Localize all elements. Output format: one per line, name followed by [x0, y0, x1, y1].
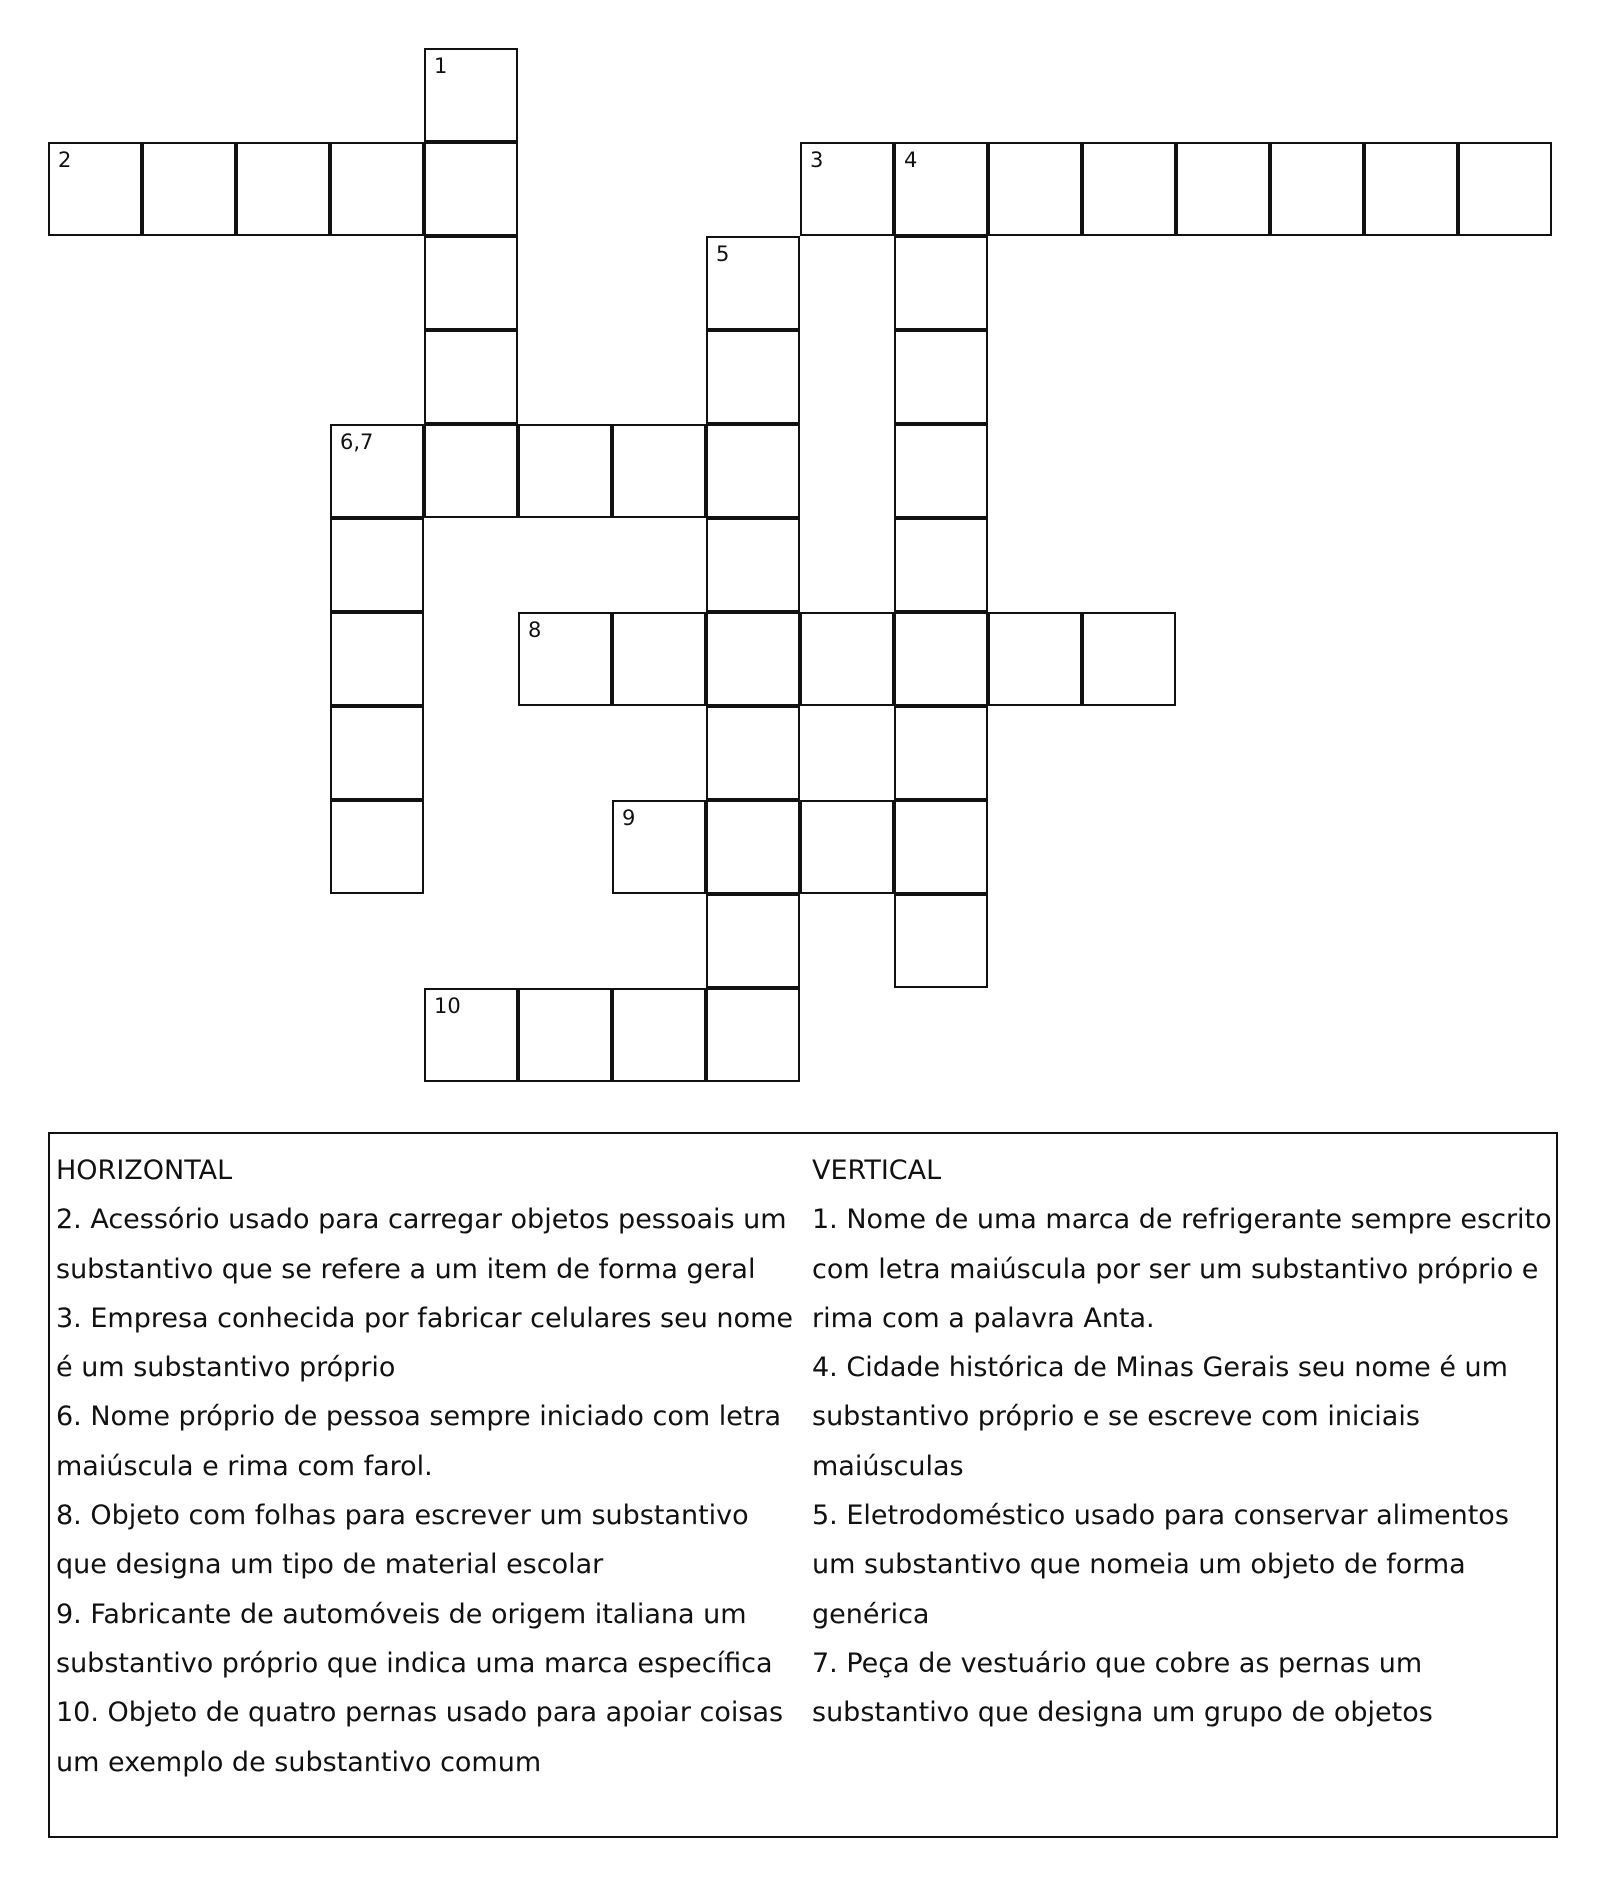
clue-number: 9 — [622, 806, 636, 830]
crossword-cell[interactable] — [612, 424, 706, 518]
crossword-cell[interactable] — [1082, 612, 1176, 706]
crossword-cell[interactable] — [518, 612, 612, 706]
crossword-cell[interactable] — [424, 142, 518, 236]
clue-line: substantivo que se refere a um item de forma geral — [56, 1253, 756, 1285]
crossword-cell[interactable] — [894, 236, 988, 330]
clues-box — [48, 1132, 1558, 1838]
clue-line: um substantivo que nomeia um objeto de forma — [812, 1549, 1466, 1581]
clue-line: maiúsculas — [812, 1450, 964, 1482]
clue-line: 3. Empresa conhecida por fabricar celulares seu nome — [56, 1302, 793, 1334]
crossword-cell[interactable] — [1364, 142, 1458, 236]
clue-line: que designa um tipo de material escolar — [56, 1549, 604, 1581]
clue-line: rima com a palavra Anta. — [812, 1302, 1155, 1334]
vertical-title: VERTICAL — [812, 1155, 942, 1186]
crossword-cell[interactable] — [330, 142, 424, 236]
crossword-cell[interactable] — [988, 612, 1082, 706]
crossword-cell[interactable] — [330, 800, 424, 894]
crossword-cell[interactable] — [706, 894, 800, 988]
crossword-cell[interactable] — [706, 612, 800, 706]
crossword-cell[interactable] — [800, 612, 894, 706]
vertical-clues — [812, 1146, 1552, 1738]
clue-line: genérica — [812, 1598, 930, 1630]
clue-line: 8. Objeto com folhas para escrever um substantivo — [56, 1500, 749, 1532]
crossword-cell[interactable] — [706, 424, 800, 518]
clue-number: 8 — [528, 618, 542, 642]
crossword-cell[interactable] — [800, 800, 894, 894]
clue-line: 2. Acessório usado para carregar objetos pessoais um — [56, 1204, 787, 1236]
crossword-cell[interactable] — [894, 424, 988, 518]
crossword-cell[interactable] — [424, 48, 518, 142]
clue-number: 3 — [810, 148, 824, 172]
clue-line: 1. Nome de uma marca de refrigerante sempre escrito — [812, 1204, 1552, 1236]
crossword-cell[interactable] — [518, 988, 612, 1082]
clue-line: 5. Eletrodoméstico usado para conservar alimentos — [812, 1500, 1509, 1532]
crossword-cell[interactable] — [612, 612, 706, 706]
crossword-cell[interactable] — [424, 236, 518, 330]
crossword-cell[interactable] — [142, 142, 236, 236]
crossword-cell[interactable] — [1458, 142, 1552, 236]
crossword-cell[interactable] — [518, 424, 612, 518]
clue-line: 6. Nome próprio de pessoa sempre iniciado com letra — [56, 1401, 782, 1433]
clue-line: 10. Objeto de quatro pernas usado para apoiar coisas — [56, 1697, 784, 1729]
clue-line: 9. Fabricante de automóveis de origem italiana um — [56, 1598, 747, 1630]
clue-number: 4 — [904, 148, 918, 172]
clue-line: substantivo próprio e se escreve com iniciais — [812, 1401, 1420, 1433]
crossword-cell[interactable] — [894, 800, 988, 894]
clue-line: substantivo que designa um grupo de objetos — [812, 1697, 1433, 1729]
crossword-cell[interactable] — [894, 142, 988, 236]
crossword-cell[interactable] — [612, 800, 706, 894]
clue-number: 6,7 — [340, 430, 374, 454]
crossword-cell[interactable] — [330, 424, 424, 518]
crossword-cell[interactable] — [800, 142, 894, 236]
crossword-cell[interactable] — [330, 518, 424, 612]
crossword-cell[interactable] — [894, 894, 988, 988]
clue-number: 2 — [58, 148, 72, 172]
clue-number: 5 — [716, 242, 730, 266]
crossword-cell[interactable] — [330, 612, 424, 706]
crossword-cell[interactable] — [894, 330, 988, 424]
crossword-cell[interactable] — [894, 518, 988, 612]
clue-line: substantivo próprio que indica uma marca específica — [56, 1647, 773, 1679]
clue-line: é um substantivo próprio — [56, 1352, 396, 1384]
horizontal-clues — [56, 1146, 806, 1787]
horizontal-title: HORIZONTAL — [56, 1155, 233, 1186]
clue-line: com letra maiúscula por ser um substantivo próprio e — [812, 1253, 1539, 1285]
crossword-cell[interactable] — [706, 988, 800, 1082]
crossword-cell[interactable] — [1082, 142, 1176, 236]
crossword-cell[interactable] — [612, 988, 706, 1082]
crossword-cell[interactable] — [706, 706, 800, 800]
clue-number: 10 — [434, 994, 461, 1018]
crossword-cell[interactable] — [1176, 142, 1270, 236]
crossword-cell[interactable] — [236, 142, 330, 236]
crossword-cell[interactable] — [894, 706, 988, 800]
crossword-cell[interactable] — [48, 142, 142, 236]
crossword-cell[interactable] — [894, 612, 988, 706]
clue-line: 7. Peça de vestuário que cobre as pernas um — [812, 1647, 1423, 1679]
clue-line: maiúscula e rima com farol. — [56, 1450, 433, 1482]
clue-line: 4. Cidade histórica de Minas Gerais seu nome é um — [812, 1352, 1508, 1384]
clue-number: 1 — [434, 54, 448, 78]
crossword-cell[interactable] — [706, 236, 800, 330]
crossword-cell[interactable] — [424, 330, 518, 424]
crossword-cell[interactable] — [706, 518, 800, 612]
crossword-cell[interactable] — [424, 424, 518, 518]
crossword-cell[interactable] — [424, 988, 518, 1082]
crossword-cell[interactable] — [330, 706, 424, 800]
crossword-cell[interactable] — [988, 142, 1082, 236]
clue-line: um exemplo de substantivo comum — [56, 1746, 542, 1778]
crossword-cell[interactable] — [706, 330, 800, 424]
crossword-cell[interactable] — [706, 800, 800, 894]
crossword-cell[interactable] — [1270, 142, 1364, 236]
